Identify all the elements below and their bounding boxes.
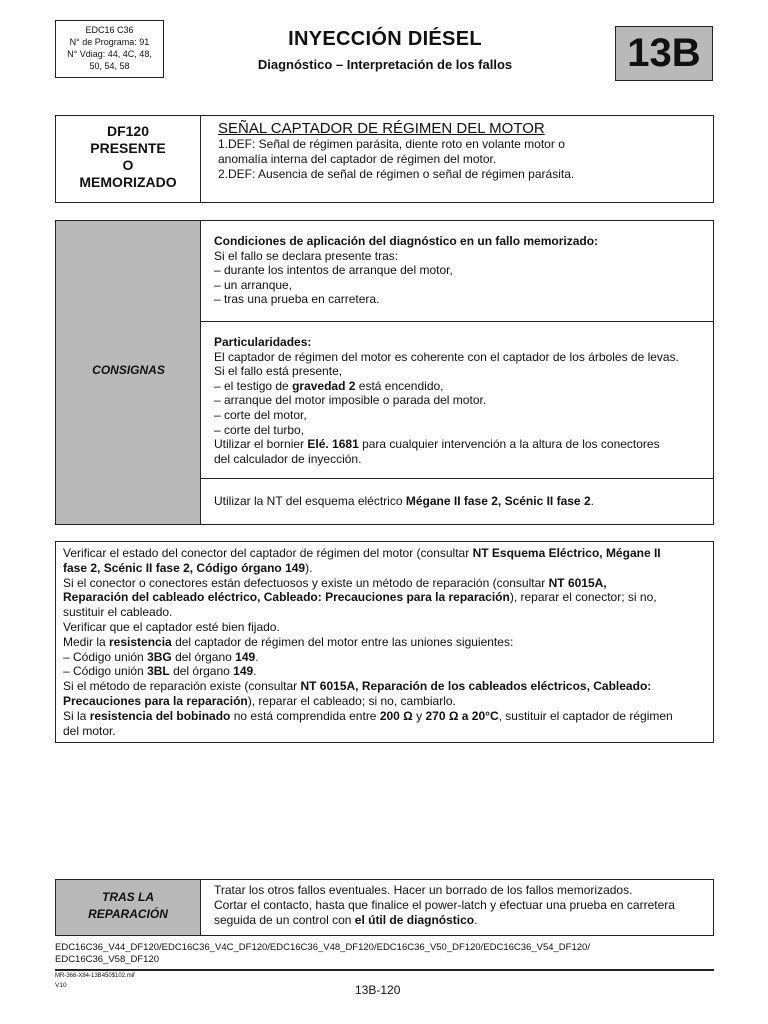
- reference-line: EDC16C36_V44_DF120/EDC16C36_V4C_DF120/EDC16C36_V48_DF120/EDC16C36_V50_DF120/EDC16C36_V54_DF120/: [55, 942, 590, 953]
- procedure-line: del motor.: [63, 723, 116, 738]
- particularities-line: – corte del turbo,: [214, 422, 305, 437]
- info-line: N° Vdiag: 44, 4C, 48,: [67, 49, 152, 59]
- page-subtitle: Diagnóstico – Interpretación de los fallos: [257, 57, 513, 72]
- particularities-line: Utilizar el bornier Elé. 1681 para cualquier intervención a la altura de los conectores: [214, 437, 660, 452]
- procedure-line: Reparación del cableado eléctrico, Cableado: Precauciones para la reparación), reparar el conector; si no,: [63, 590, 657, 605]
- procedure-line: – Código unión 3BG del órgano 149.: [63, 649, 259, 664]
- after-repair-label-line: TRAS LA: [102, 890, 154, 904]
- fault-code-line: DF120: [106, 123, 150, 139]
- wiring-diagram-note: Utilizar la NT del esquema eléctrico Mégane II fase 2, Scénic II fase 2.: [214, 494, 594, 508]
- conditions-line: – un arranque,: [214, 277, 293, 292]
- fault-references: [55, 942, 705, 966]
- procedure-line: Precauciones para la reparación), reparar el cableado; si no, cambiarlo.: [63, 693, 456, 708]
- particularities-heading: Particularidades:: [214, 335, 312, 349]
- fault-code-line: O: [122, 157, 134, 173]
- program-info-box: [55, 20, 164, 78]
- after-repair-label-line: REPARACIÓN: [88, 907, 168, 921]
- particularities-line: El captador de régimen del motor es coherente con el captador de los árboles de levas.: [214, 349, 679, 364]
- consignas-side: [56, 221, 201, 524]
- verification-procedure: [55, 541, 714, 743]
- fault-heading: SEÑAL CAPTADOR DE RÉGIMEN DEL MOTOR: [218, 120, 545, 137]
- info-line: EDC16 C36: [85, 25, 134, 35]
- procedure-line: – Código unión 3BL del órgano 149.: [63, 664, 257, 679]
- conditions-heading: Condiciones de aplicación del diagnóstico en un fallo memorizado:: [214, 234, 599, 248]
- procedure-line: Verificar que el captador esté bien fijado.: [63, 619, 280, 634]
- fault-code-line: MEMORIZADO: [79, 174, 177, 190]
- page-number: 13B-120: [355, 983, 401, 997]
- info-line: 50, 54, 58: [89, 61, 130, 71]
- after-repair-line: Cortar el contacto, hasta que finalice el power-latch y efectuar una prueba en carretera: [214, 898, 675, 912]
- footer-rule: [55, 969, 714, 971]
- info-line: N° de Programa: 91: [69, 37, 150, 47]
- reference-line: EDC16C36_V58_DF120: [55, 954, 160, 965]
- conditions-line: – tras una prueba en carretera.: [214, 292, 380, 307]
- particularities-line: – corte del motor,: [214, 407, 307, 422]
- fault-description: [218, 121, 698, 182]
- conditions-line: Si el fallo se declara presente tras:: [214, 248, 399, 263]
- consignas-box: [55, 220, 714, 525]
- fault-code-line: PRESENTE: [90, 140, 166, 156]
- procedure-line: Si el método de reparación existe (consultar NT 6015A, Reparación de los cableados eléctricos, Cableado:: [63, 679, 652, 694]
- after-repair-line: seguida de un control con el útil de diagnóstico.: [214, 913, 478, 927]
- after-repair-label: [56, 880, 201, 935]
- procedure-line: Verificar el estado del conector del captador de régimen del motor (consultar NT Esquema Eléctrico, Mégane II: [63, 546, 661, 560]
- conditions-section: [201, 221, 713, 322]
- fault-line: anomalía interna del captador de régimen del motor.: [218, 152, 497, 166]
- fault-line: 1.DEF: Señal de régimen parásita, diente roto en volante motor o: [218, 137, 565, 151]
- fault-line: 2.DEF: Ausencia de señal de régimen o señal de régimen parásita.: [218, 167, 575, 181]
- fault-box: [55, 115, 714, 203]
- section-badge: 13B: [615, 26, 713, 81]
- procedure-line: sustituir el cableado.: [63, 605, 173, 620]
- particularities-line: – el testigo de gravedad 2 está encendido,: [214, 378, 444, 393]
- page-title: INYECCIÓN DIÉSEL: [288, 28, 482, 50]
- consignas-label: CONSIGNAS: [92, 363, 165, 377]
- particularities-line: del calculador de inyección.: [214, 451, 362, 466]
- document-version: V10: [55, 982, 67, 989]
- particularities-line: – arranque del motor imposible o parada del motor.: [214, 393, 487, 408]
- consignas-content: [201, 221, 713, 524]
- conditions-line: – durante los intentos de arranque del motor,: [214, 263, 453, 278]
- after-repair-line: Tratar los otros fallos eventuales. Hacer un borrado de los fallos memorizados.: [214, 883, 633, 897]
- procedure-line: fase 2, Scénic II fase 2, Código órgano 149).: [63, 560, 313, 575]
- after-repair-box: [55, 879, 714, 936]
- procedure-line: Si la resistencia del bobinado no está comprendida entre 200 Ω y 270 Ω a 20°C, sustituir el captador de régimen: [63, 708, 673, 723]
- after-repair-text: [214, 883, 709, 928]
- fault-code: [56, 116, 201, 202]
- document-code: MR-366-X84-13B450$102.mif: [55, 973, 135, 979]
- particularities-section: [201, 322, 713, 479]
- procedure-line: Medir la resistencia del captador de régimen del motor entre las uniones siguientes:: [63, 634, 514, 649]
- procedure-line: Si el conector o conectores están defectuosos y existe un método de reparación (consultar NT 6015A,: [63, 575, 607, 590]
- particularities-line: Si el fallo está presente,: [214, 364, 343, 379]
